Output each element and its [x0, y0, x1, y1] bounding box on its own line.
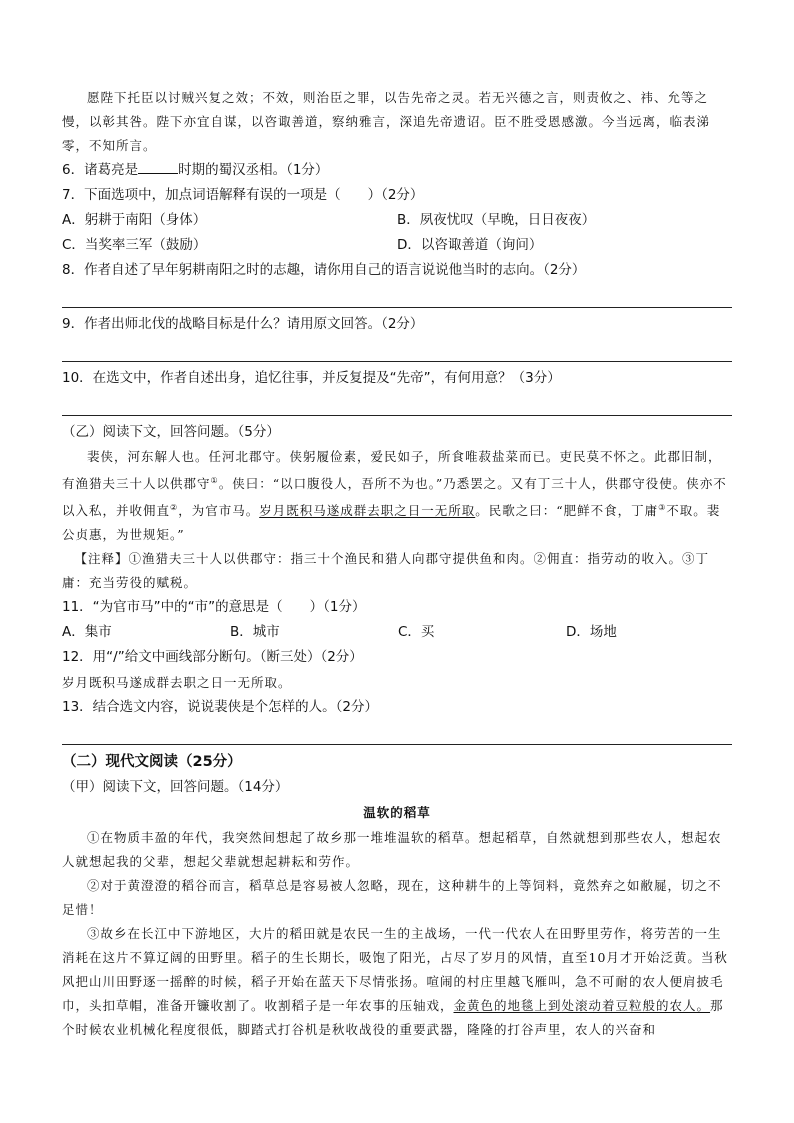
pei-xia-text-3: ，为官市马。	[178, 503, 260, 519]
answer-line-q13[interactable]	[62, 720, 732, 745]
annotation-note: 【注释】①渔猎夫三十人以供郡守：指三十个渔民和猎人向郡守提供鱼和肉。②佣直：指劳动的收入。③丁庸：充当劳役的赋税。	[62, 551, 710, 591]
section-jia-heading: （甲）阅读下文，回答问题。（14分）	[62, 779, 289, 796]
pei-xia-text-6: 不取。裴公贞惠，为世规矩。”	[62, 503, 721, 543]
article-title: 温软的稻草	[363, 805, 431, 821]
pei-xia-text-1: 裴侠，河东解人也。任河北郡守。侠躬履俭素，爱民如子，所食唯菽盐菜而已。吏民莫不怀之。此郡旧制，有渔猎夫三十人以供郡守	[62, 449, 722, 492]
section-yi-heading: （乙）阅读下文，回答问题。（5分）	[62, 424, 280, 440]
q6-text-before: 6．诸葛亮是	[62, 162, 139, 178]
note-ref-2: ②	[170, 503, 179, 513]
note-ref-1: ①	[210, 476, 219, 485]
q7-options	[62, 208, 732, 258]
section-modern-reading-title: （二）现代文阅读（25分）	[62, 754, 242, 771]
para3-text-b: 那个时候农业机械化程度很低，脚踏式打谷机是秋收战役的重要武器，隆隆的打谷声里，农人的兴奋和	[62, 998, 724, 1038]
question-12: 12．用“/”给文中画线部分断句。（断三处）（2分）	[62, 649, 363, 666]
answer-line-q10[interactable]	[62, 391, 732, 416]
pei-xia-text-5: 。民歌之曰：“肥鲜不食，丁庸	[475, 503, 659, 519]
q11-options	[62, 620, 732, 645]
exam-page	[62, 86, 732, 1042]
q11-option-d[interactable]: D．场地	[566, 624, 617, 641]
q7-option-a[interactable]: A．躬耕于南阳（身体）	[62, 212, 207, 228]
question-8: 8．作者自述了早年躬耕南阳之时的志趣，请你用自己的语言说说他当时的志向。（2分）	[62, 262, 586, 278]
article-para-3	[62, 922, 732, 1042]
q11-option-c[interactable]: C．买	[398, 624, 435, 641]
article-para-2: ②对于黄澄澄的稻谷而言，稻草总是容易被人忽略，现在，这种耕牛的上等饲料，竟然弃之如敝屣，切之不足惜！	[62, 878, 722, 918]
passage-end: 愿陛下托臣以讨贼兴复之效；不效，则治臣之罪，以告先帝之灵。若无兴德之言，则责攸之、祎、允等之慢，以彰其咎。陛下亦宜自谋，以咨诹善道，察纳雅言，深追先帝遗诏。臣不胜受恩感激。今当远离，临表涕零，不知所言。	[62, 90, 711, 153]
q12-sentence: 岁月既积马遂成群去职之日一无所取。	[62, 675, 292, 691]
question-13: 13．结合选文内容，说说裴侠是个怎样的人。（2分）	[62, 699, 379, 716]
q11-option-b[interactable]: B．城市	[230, 624, 280, 641]
q7-option-d[interactable]: D．以咨诹善道（询问）	[397, 237, 543, 253]
q7-option-b[interactable]: B．夙夜忧叹（早晚，日日夜夜）	[397, 212, 596, 228]
underlined-sentence: 岁月既积马遂成群去职之日一无所取	[259, 503, 476, 519]
passage-pei-xia	[62, 445, 732, 547]
question-9: 9．作者出师北伐的战略目标是什么？请用原文回答。（2分）	[62, 316, 424, 332]
answer-line-q8[interactable]	[62, 283, 732, 308]
question-6	[62, 158, 732, 183]
pei-xia-text-2: 。侠曰：“以口腹役人，吾所不为也。”乃悉罢之。又有丁三十人，供郡守役使。侠亦不以入私，并收佣直	[62, 476, 727, 519]
q11-option-a[interactable]: A．集市	[62, 624, 112, 641]
para3-underlined: 金黄色的地毯上到处滚动着豆粒般的农人。	[453, 998, 711, 1014]
question-7: 7．下面选项中，加点词语解释有误的一项是（ ）（2分）	[62, 187, 424, 203]
fill-blank[interactable]	[138, 160, 178, 174]
q7-option-c[interactable]: C．当奖率三军（鼓励）	[62, 237, 207, 253]
q6-text-after: 时期的蜀汉丞相。（1分）	[178, 162, 329, 178]
para3-text-a: ③故乡在长江中下游地区，大片的稻田就是农民一生的主战场，一代一代农人在田野里劳作，将劳苦的一生消耗在这片不算辽阔的田野里。稻子的生长期长，吸饱了阳光，占尽了岁月的风情，直至10月才开始泛黄。当秋风把山川田野逐一摇醉的时候，稻子开始在蓝天下尽情张扬。喧闹的村庄里越飞雁叫，急不可耐的农人便肩披毛巾，头扣草帽，准备开镰收割了。收割稻子是一年农事的压轴戏，	[62, 926, 728, 1014]
answer-line-q9[interactable]	[62, 337, 732, 362]
question-11: 11．“为官市马”中的“市”的意思是（ ）（1分）	[62, 599, 366, 616]
article-para-1: ①在物质丰盈的年代，我突然间想起了故乡那一堆堆温软的稻草。想起稻草，自然就想到那些农人，想起农人就想起我的父辈，想起父辈就想起耕耘和劳作。	[62, 830, 722, 870]
note-ref-3: ③	[658, 503, 667, 513]
question-10: 10．在选文中，作者自述出身，追忆往事，并反复提及“先帝”，有何用意？（3分）	[62, 370, 561, 386]
